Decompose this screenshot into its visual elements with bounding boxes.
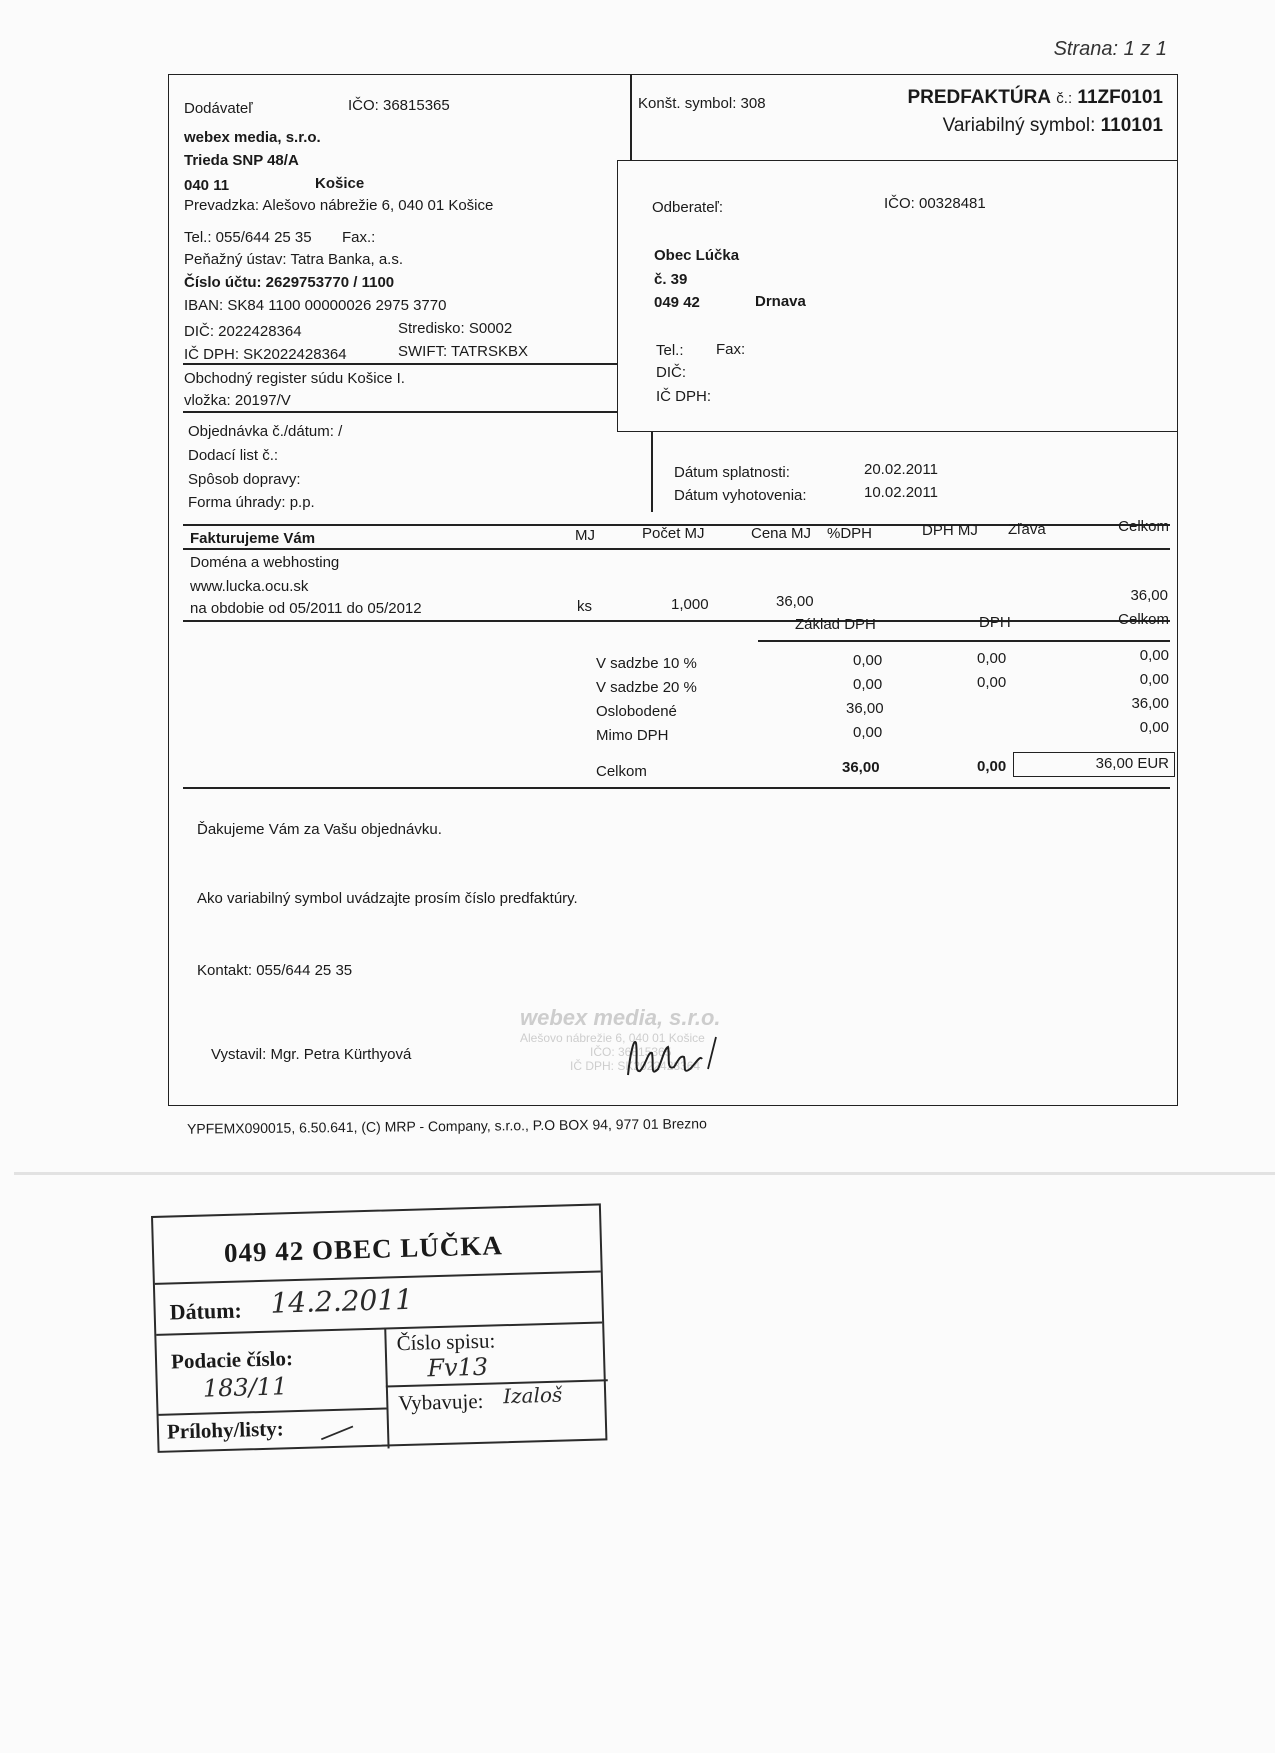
stamp-vybavuje-label: Vybavuje: <box>397 1388 484 1416</box>
item-price: 36,00 <box>776 593 814 610</box>
summary-row-label: Oslobodené <box>596 703 677 720</box>
item-url: www.lucka.ocu.sk <box>190 578 309 595</box>
item-count: 1,000 <box>671 596 709 613</box>
stamp-date-value: 14.2.2011 <box>270 1282 414 1320</box>
invoice-number: 11ZF0101 <box>1077 87 1163 108</box>
customer-zip: 049 42 <box>654 294 700 311</box>
summary-row-total: 0,00 <box>1139 719 1169 736</box>
supplier-bottom-line <box>183 363 617 365</box>
issue-date-label: Dátum vyhotovenia: <box>674 487 807 504</box>
due-date: 20.02.2011 <box>864 461 938 478</box>
supplier-ico: IČO: 36815365 <box>348 97 450 114</box>
col-mj: MJ <box>575 527 595 544</box>
supplier-street: Trieda SNP 48/A <box>184 152 299 169</box>
items-bottom-line <box>183 620 1170 622</box>
summary-row-base: 0,00 <box>853 724 883 741</box>
items-title: Fakturujeme Vám <box>190 530 316 547</box>
payment-method: Forma úhrady: p.p. <box>188 494 315 511</box>
supplier-iban: IBAN: SK84 1100 00000026 2975 3770 <box>184 297 447 314</box>
footer-text: YPFEMX090015, 6.50.641, (C) MRP - Company, s.r.o., P.O BOX 94, 977 01 Brezno <box>186 1115 707 1137</box>
item-period: na obdobie od 05/2011 do 05/2012 <box>190 600 422 617</box>
customer-ico: IČO: 00328481 <box>884 195 986 212</box>
customer-street: č. 39 <box>654 271 688 288</box>
customer-name: Obec Lúčka <box>654 247 740 264</box>
supplier-divider <box>630 74 632 170</box>
col-discount: Zľava <box>1008 521 1046 538</box>
stamp-prilohy-mark <box>319 1422 360 1443</box>
company-stamp-name: webex media, s.r.o. <box>520 1005 721 1030</box>
summary-row-label: Mimo DPH <box>596 727 669 744</box>
customer-tel: Tel.: <box>656 342 684 359</box>
page-fold <box>14 1172 1275 1175</box>
item-total: 36,00 <box>1130 587 1168 604</box>
summary-row-vat: 0,00 <box>977 650 1007 667</box>
summary-col-base: Základ DPH <box>795 616 876 633</box>
supplier-zip: 040 11 <box>184 177 230 194</box>
summary-row-label: V sadzbe 20 % <box>596 679 697 696</box>
supplier-bank: Peňažný ústav: Tatra Banka, a.s. <box>184 251 404 268</box>
summary-row-base: 0,00 <box>853 652 883 669</box>
summary-col-vat: DPH <box>979 614 1011 631</box>
stamp-podacie-value: 183/11 <box>202 1372 288 1403</box>
company-stamp-icdph: IČ DPH: SK2022428364 <box>570 1059 701 1073</box>
issued-by: Vystavil: Mgr. Petra Kürthyová <box>211 1046 412 1063</box>
supplier-city: Košice <box>315 175 365 192</box>
customer-dic: DIČ: <box>656 364 686 381</box>
company-stamp-ico: IČO: 36815365 <box>590 1045 672 1059</box>
customer-icdph: IČ DPH: <box>656 388 712 405</box>
supplier-center: Stredisko: S0002 <box>398 320 513 337</box>
page-number: Strana: 1 z 1 <box>1053 38 1167 60</box>
customer-fax: Fax: <box>716 341 746 358</box>
order-top-line <box>183 411 617 413</box>
grand-total: 36,00 EUR <box>1095 755 1169 772</box>
stamp-title: 049 42 OBEC LÚČKA <box>223 1230 504 1268</box>
supplier-swift: SWIFT: TATRSKBX <box>398 343 529 360</box>
registry-stamp <box>151 1203 607 1452</box>
summary-row-total: 36,00 <box>1131 695 1169 712</box>
invoice-title: PREDFAKTÚRA <box>907 87 1052 108</box>
supplier-name: webex media, s.r.o. <box>184 129 321 146</box>
supplier-account: Číslo účtu: 2629753770 / 1100 <box>184 274 395 291</box>
signature <box>620 1025 740 1095</box>
variable-symbol-label: Variabilný symbol: <box>942 115 1096 136</box>
contact-note: Kontakt: 055/644 25 35 <box>197 962 353 979</box>
summary-row-base: 36,00 <box>846 700 884 717</box>
constant-symbol: Konšt. symbol: 308 <box>638 95 766 112</box>
stamp-spis-value: Fv13 <box>426 1352 489 1383</box>
variable-symbol-note: Ako variabilný symbol uvádzajte prosím číslo predfaktúry. <box>197 890 578 907</box>
supplier-heading: Dodávateľ <box>184 100 253 117</box>
summary-total-vat: 0,00 <box>977 758 1007 775</box>
col-price: Cena MJ <box>751 525 812 542</box>
col-vat-pct: %DPH <box>827 525 873 542</box>
stamp-spis-label: Číslo spisu: <box>396 1328 496 1356</box>
invoice-number-label: č.: <box>1056 90 1073 107</box>
thanks-note: Ďakujeme Vám za Vašu objednávku. <box>197 821 442 838</box>
customer-heading: Odberateľ: <box>652 199 724 216</box>
items-header-line <box>183 548 1170 550</box>
supplier-register: Obchodný register súdu Košice I. <box>184 370 405 387</box>
summary-header-line <box>758 640 1170 642</box>
summary-row-total: 0,00 <box>1139 671 1169 688</box>
supplier-icdph: IČ DPH: SK2022428364 <box>184 346 347 363</box>
item-description: Doména a webhosting <box>190 554 340 571</box>
summary-bottom-line <box>183 787 1170 789</box>
stamp-date-label: Dátum: <box>169 1297 243 1325</box>
dates-divider <box>651 432 653 512</box>
customer-city: Drnava <box>755 293 806 310</box>
item-unit: ks <box>577 598 592 615</box>
supplier-fax: Fax.: <box>342 229 376 246</box>
col-count: Počet MJ <box>642 525 705 542</box>
variable-symbol: 110101 <box>1100 115 1163 136</box>
summary-row-total: 0,00 <box>1139 647 1169 664</box>
supplier-register-insert: vložka: 20197/V <box>184 392 291 409</box>
summary-total-label: Celkom <box>596 763 647 780</box>
due-date-label: Dátum splatnosti: <box>674 464 790 481</box>
transport-method: Spôsob dopravy: <box>188 471 301 488</box>
delivery-note: Dodací list č.: <box>188 447 279 464</box>
variable-symbol-row <box>943 115 1163 137</box>
supplier-dic: DIČ: 2022428364 <box>184 323 302 340</box>
summary-col-total: Celkom <box>1118 611 1169 628</box>
order-number: Objednávka č./dátum: / <box>188 423 343 440</box>
company-stamp-address: Alešovo nábrežie 6, 040 01 Košice <box>520 1031 705 1045</box>
supplier-branch: Prevadzka: Alešovo nábrežie 6, 040 01 Košice <box>184 197 494 214</box>
invoice-title-row <box>907 87 1163 109</box>
summary-row-vat: 0,00 <box>977 674 1007 691</box>
issue-date: 10.02.2011 <box>864 484 938 501</box>
summary-row-label: V sadzbe 10 % <box>596 655 697 672</box>
summary-total-base: 36,00 <box>842 759 880 776</box>
summary-row-base: 0,00 <box>853 676 883 693</box>
col-vat-mj: DPH MJ <box>922 522 978 539</box>
col-total: Celkom <box>1118 518 1169 535</box>
supplier-tel: Tel.: 055/644 25 35 <box>184 229 312 246</box>
stamp-prilohy-label: Prílohy/listy: <box>166 1416 284 1444</box>
stamp-vybavuje-value: Izaloš <box>502 1382 563 1409</box>
stamp-podacie-label: Podacie číslo: <box>170 1346 294 1374</box>
